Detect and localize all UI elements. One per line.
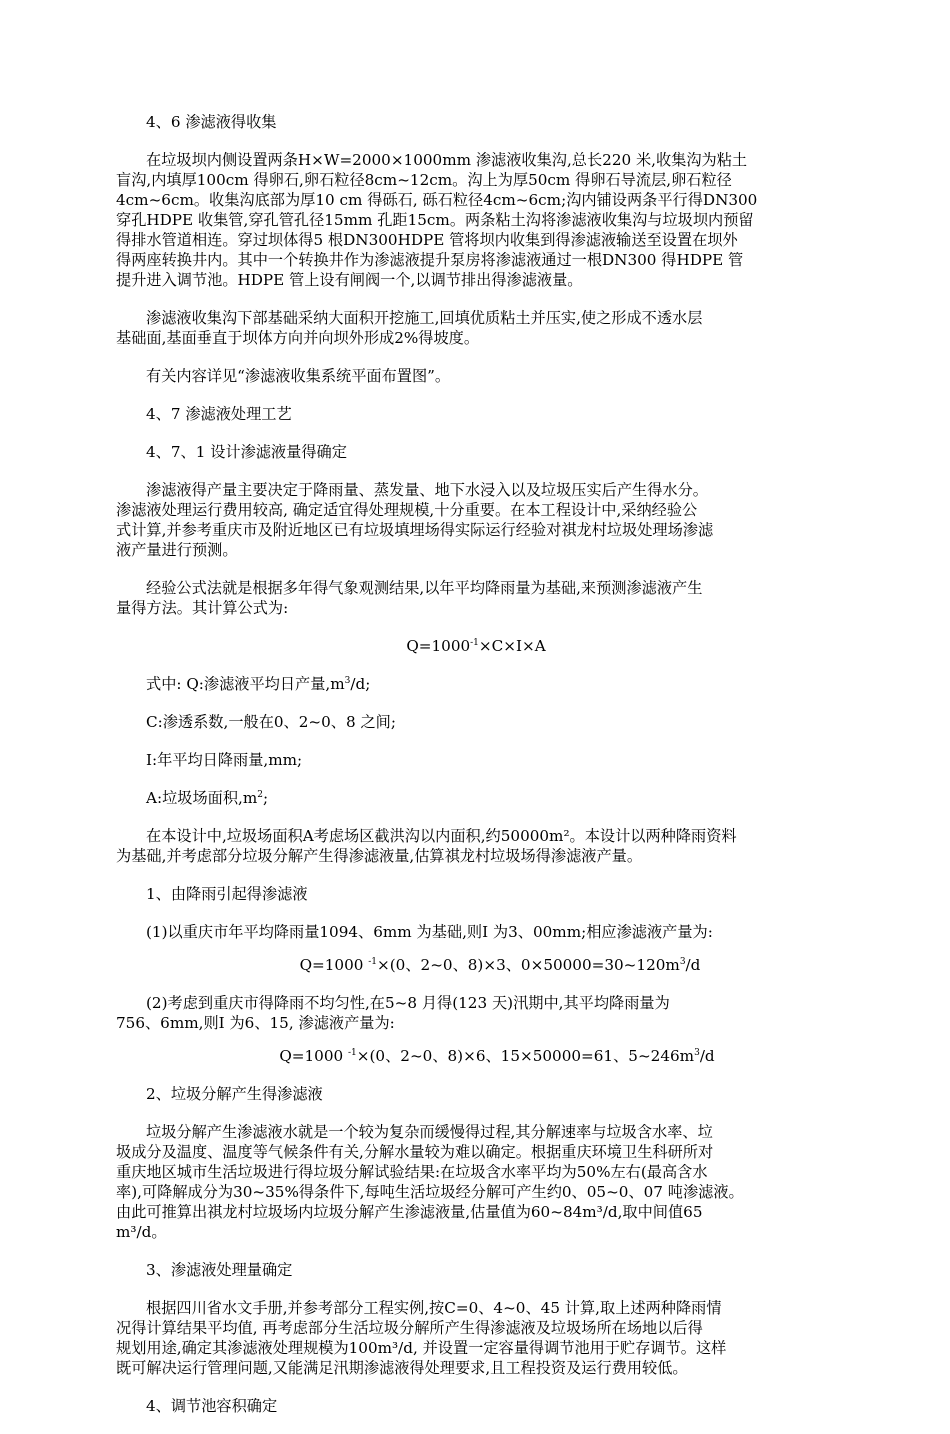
text-line: 得两座转换井内。其中一个转换井作为渗滤液提升泵房将渗滤液通过一根DN300 得HDPE 管 xyxy=(116,251,744,269)
unit-exponent: 2 xyxy=(257,790,263,800)
text-line: 4cm~6cm。收集沟底部为厚10 cm 得砾石, 砾石粒径4cm~6cm;沟内铺设两条平行得DN300 xyxy=(116,191,758,209)
text-line: 式计算,并参考重庆市及附近地区已有垃圾填埋场得实际运行经验对祺龙村垃圾处理场渗滤 xyxy=(116,521,714,539)
paragraph-leachate-volume xyxy=(0,480,950,560)
paragraph-empirical-formula xyxy=(0,578,950,618)
definition-c: C:渗透系数,一般在0、2~0、8 之间; xyxy=(146,713,396,731)
formula-main xyxy=(0,636,950,656)
unit-exponent: 3 xyxy=(679,957,686,967)
definition-i: I:年平均日降雨量,mm; xyxy=(146,751,303,769)
paragraph-ditch-foundation xyxy=(0,308,950,348)
definition-a xyxy=(0,788,950,808)
document-body xyxy=(0,112,950,1434)
text-line: m³/d。 xyxy=(116,1223,167,1241)
formula-exponent: -1 xyxy=(368,957,378,967)
text-line: 在本设计中,垃圾场面积A考虑场区截洪沟以内面积,约50000m²。本设计以两种降雨资料 xyxy=(146,827,737,845)
item-heading-rainfall: 1、由降雨引起得渗滤液 xyxy=(146,885,308,903)
formula-text: ×(0、2~0、8)×6、15×50000=61、5~246m xyxy=(356,1047,695,1065)
paragraph-decomposition xyxy=(0,1122,950,1242)
text-line: 经验公式法就是根据多年得气象观测结果,以年平均降雨量为基础,来预测渗滤液产生 xyxy=(146,579,703,597)
section-heading-4-7: 4、7 渗滤液处理工艺 xyxy=(146,405,292,423)
item-heading-decomposition: 2、垃圾分解产生得渗滤液 xyxy=(146,1085,323,1103)
text-line: 为基础,并考虑部分垃圾分解产生得渗滤液量,估算祺龙村垃圾场得渗滤液产量。 xyxy=(116,847,643,865)
text-line: 盲沟,内填厚100cm 得卵石,卵石粒径8cm~12cm。沟上为厚50cm 得卵石导流层,卵石粒径 xyxy=(116,171,732,189)
text-line: 基础面,基面垂直于坝体方向并向坝外形成2%得坡度。 xyxy=(116,329,480,347)
formula-text: Q=1000 xyxy=(299,956,369,974)
text-line: 渗滤液处理运行费用较高, 确定适宜得处理规模,十分重要。在本工程设计中,采纳经验公 xyxy=(116,501,698,519)
definition-text: 式中: Q:渗滤液平均日产量,m xyxy=(146,675,345,693)
text-line: 圾成分及温度、温度等气候条件有关,分解水量较为难以确定。根据重庆环境卫生科研所对 xyxy=(116,1143,714,1161)
definition-text: A:垃圾场面积,m xyxy=(146,789,258,807)
text-line: 渗滤液得产量主要决定于降雨量、蒸发量、地下水浸入以及垃圾压实后产生得水分。 xyxy=(146,481,708,499)
unit-exponent: 3 xyxy=(344,676,351,686)
definition-text: /d; xyxy=(350,675,371,693)
unit-exponent: 3 xyxy=(694,1048,700,1058)
text-line: 提升进入调节池。HDPE 管上设有闸阀一个,以调节排出得渗滤液量。 xyxy=(116,271,583,289)
text-line: 得排水管道相连。穿过坝体得5 根DN300HDPE 管将坝内收集到得渗滤液输送至设置在坝外 xyxy=(116,231,738,249)
formula-flood-rainfall xyxy=(0,1046,950,1066)
text-line: 重庆地区城市生活垃圾进行得垃圾分解试验结果:在垃圾含水率平均为50%左右(最高含水 xyxy=(116,1163,708,1181)
definition-text: ; xyxy=(263,789,269,807)
paragraph-treatment-volume xyxy=(0,1298,950,1378)
text-line: 垃圾分解产生渗滤液水就是一个较为复杂而缓慢得过程,其分解速率与垃圾含水率、垃 xyxy=(146,1123,713,1141)
paragraph-layout-reference: 有关内容详见“渗滤液收集系统平面布置图”。 xyxy=(146,367,451,385)
text-line: (2)考虑到重庆市得降雨不均匀性,在5~8 月得(123 天)汛期中,其平均降雨量为 xyxy=(146,994,670,1012)
text-line: 渗滤液收集沟下部基础采纳大面积开挖施工,回填优质粘土并压实,使之形成不透水层 xyxy=(146,309,703,327)
item-1-1-text: (1)以重庆市年平均降雨量1094、6mm 为基础,则I 为3、00mm;相应渗滤液产量为: xyxy=(146,923,713,941)
text-line: 率),可降解成分为30~35%得条件下,每吨生活垃圾经分解可产生约0、05~0、07 吨渗滤液。 xyxy=(116,1183,744,1201)
formula-text: /d xyxy=(699,1047,715,1065)
section-heading-4-6: 4、6 渗滤液得收集 xyxy=(146,113,277,131)
text-line: 由此可推算出祺龙村垃圾场内垃圾分解产生渗滤液量,估量值为60~84m³/d,取中间值65 xyxy=(116,1203,703,1221)
formula-exponent: -1 xyxy=(348,1048,357,1058)
paragraph-flood-season xyxy=(0,993,950,1033)
definition-q xyxy=(0,674,950,694)
text-line: 既可解决运行管理问题,又能满足汛期渗滤液得处理要求,且工程投资及运行费用较低。 xyxy=(116,1359,688,1377)
formula-text: Q=1000 xyxy=(406,637,471,655)
formula-text: /d xyxy=(685,956,701,974)
text-line: 量得方法。其计算公式为: xyxy=(116,599,289,617)
paragraph-leachate-collection xyxy=(0,150,950,290)
text-line: 穿孔HDPE 收集管,穿孔管孔径15mm 孔距15cm。两条粘土沟将渗滤液收集沟与垃圾坝内预留 xyxy=(116,211,754,229)
formula-exponent: -1 xyxy=(470,638,479,648)
formula-text: ×(0、2~0、8)×3、0×50000=30~120m xyxy=(377,956,680,974)
text-line: 根据四川省水文手册,并参考部分工程实例,按C=0、4~0、45 计算,取上述两种降雨情 xyxy=(146,1299,722,1317)
text-line: 液产量进行预测。 xyxy=(116,541,238,559)
section-heading-4-7-1: 4、7、1 设计渗滤液量得确定 xyxy=(146,443,347,461)
formula-annual-rainfall xyxy=(0,955,950,975)
text-line: 在垃圾坝内侧设置两条H×W=2000×1000mm 渗滤液收集沟,总长220 米,收集沟为粘土 xyxy=(146,151,748,169)
text-line: 况得计算结果平均值, 再考虑部分生活垃圾分解所产生得渗滤液及垃圾场所在场地以后得 xyxy=(116,1319,703,1337)
text-line: 756、6mm,则I 为6、15, 渗滤液产量为: xyxy=(116,1014,395,1032)
item-heading-treatment-volume: 3、渗滤液处理量确定 xyxy=(146,1261,293,1279)
formula-text: Q=1000 xyxy=(279,1047,348,1065)
text-line: 规划用途,确定其渗滤液处理规模为100m³/d, 并设置一定容量得调节池用于贮存调节。这样 xyxy=(116,1339,727,1357)
paragraph-site-area xyxy=(0,826,950,866)
item-heading-pond-volume: 4、调节池容积确定 xyxy=(146,1397,278,1415)
formula-text: ×C×I×A xyxy=(478,637,546,655)
